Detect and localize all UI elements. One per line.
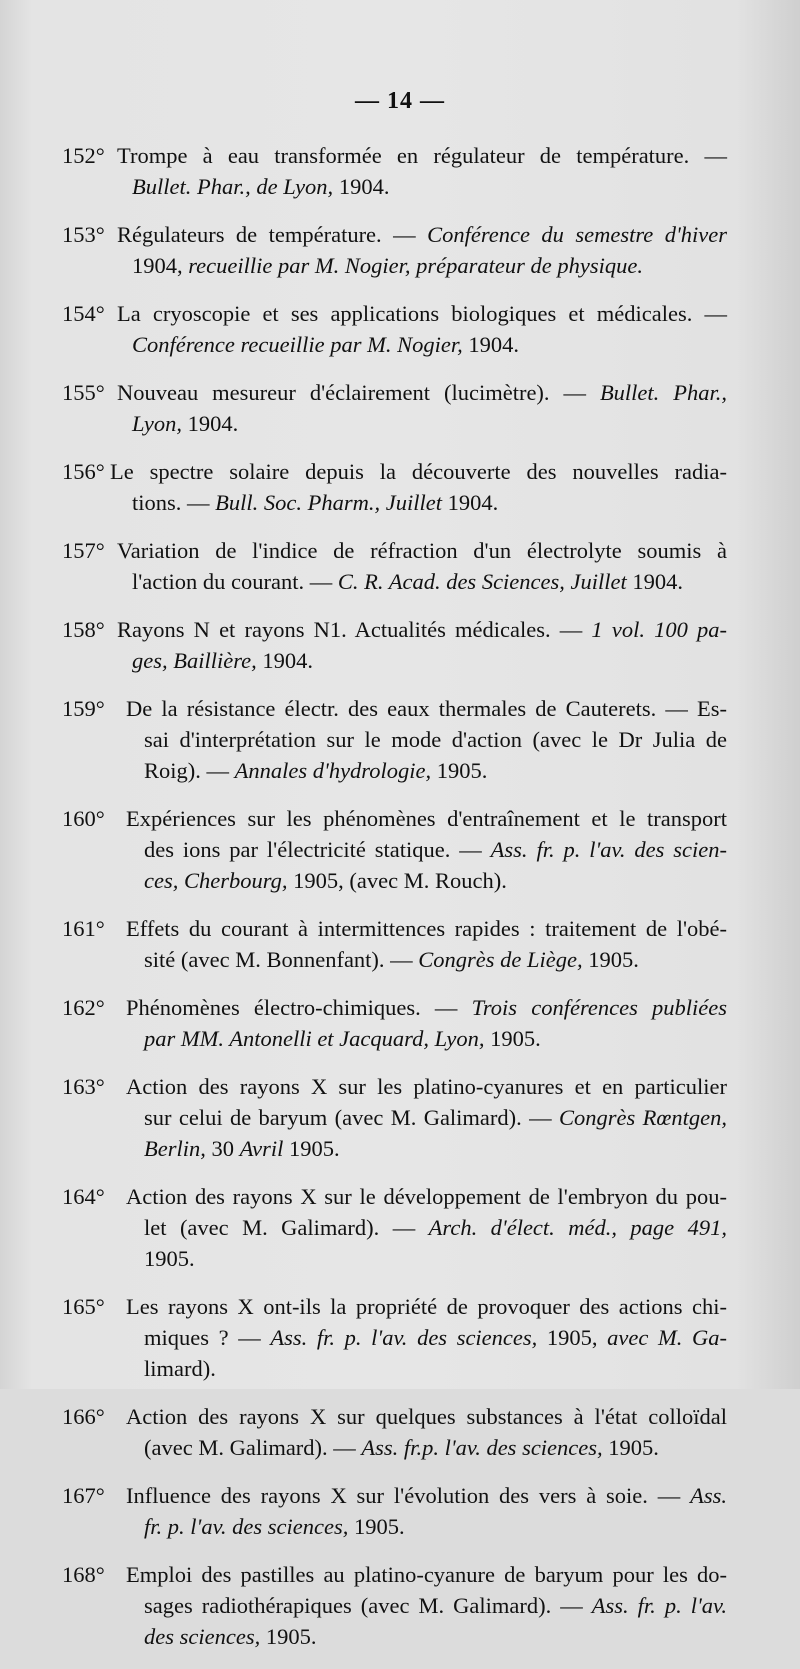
entry-text: Action des rayons X sur le développement de l'embryon du pou-: [126, 1184, 727, 1209]
citation-text: Avril: [239, 1136, 284, 1161]
entry-line: [144, 1432, 727, 1463]
citation-text: recueillie par M. Nogier, préparateur de physique.: [188, 253, 643, 278]
entry-line: [126, 1291, 727, 1322]
entry-number: 163°: [62, 1074, 105, 1099]
entry-text: sages radiothérapiques (avec M. Galimard). —: [144, 1593, 592, 1618]
entry-number: 155°: [62, 380, 105, 405]
entry-number: 162°: [62, 995, 105, 1020]
entry-text: miques ? —: [144, 1325, 271, 1350]
entry-text: 1905.: [602, 1435, 659, 1460]
entry-line: [126, 1181, 727, 1212]
citation-text: Arch. d'élect. méd., page 491,: [428, 1215, 727, 1240]
citation-text: des sciences,: [144, 1624, 261, 1649]
entry-line: [132, 329, 727, 360]
entry-line: [144, 834, 727, 865]
entry-line: [117, 535, 727, 566]
entry-line: [144, 1212, 727, 1243]
bibliography-entry: [0, 992, 800, 1054]
entry-text: 1905, (avec M. Rouch).: [287, 868, 507, 893]
citation-text: Trois conférences publiées: [471, 995, 727, 1020]
citation-text: Ass. fr. p. l'av.: [591, 1593, 727, 1618]
entry-text: sité (avec M. Bonnenfant). —: [144, 947, 419, 972]
entry-text: Trompe à eau transformée en régulateur de température. —: [117, 143, 727, 168]
entry-text: 1904,: [132, 253, 189, 278]
citation-text: Ass. fr. p. l'av. des sciences,: [270, 1325, 538, 1350]
entry-number: 161°: [62, 916, 105, 941]
entry-text: 1905,: [537, 1325, 608, 1350]
entry-number: 157°: [62, 538, 105, 563]
citation-text: ces, Cherbourg,: [144, 868, 288, 893]
citation-text: Congrès de Liège,: [418, 947, 583, 972]
entry-text: De la résistance électr. des eaux thermales de Cauterets. — Es-: [126, 696, 727, 721]
entry-text: Phénomènes électro-chimiques. —: [126, 995, 472, 1020]
entry-line: [132, 250, 727, 281]
entry-text: 1904.: [333, 174, 390, 199]
entry-line: [144, 1023, 727, 1054]
entry-number: 165°: [62, 1294, 105, 1319]
entry-text: Les rayons X ont-ils la propriété de provoquer des actions chi-: [126, 1294, 727, 1319]
entry-line: [144, 755, 727, 786]
entry-line: [144, 724, 727, 755]
entry-number: 160°: [62, 806, 105, 831]
entry-number: 167°: [62, 1483, 105, 1508]
bibliography-entry: [0, 693, 800, 786]
entry-line: [144, 1102, 727, 1133]
entry-text: Influence des rayons X sur l'évolution des vers à soie. —: [126, 1483, 691, 1508]
citation-text: avec M. Ga-: [607, 1325, 728, 1350]
entry-text: Action des rayons X sur quelques substances à l'état colloïdal: [126, 1404, 727, 1429]
entry-text: Variation de l'indice de réfraction d'un électrolyte soumis à: [117, 538, 727, 563]
entry-line: [144, 1621, 727, 1652]
entry-text: sur celui de baryum (avec M. Galimard). —: [144, 1105, 559, 1130]
entry-line: [110, 456, 727, 487]
citation-text: Ass. fr.p. l'av. des sciences,: [361, 1435, 603, 1460]
bibliography-entry: [0, 1559, 800, 1652]
bibliography-entry: [0, 913, 800, 975]
entry-line: [117, 219, 727, 250]
entry-text: Rayons N et rayons N1. Actualités médicales. —: [117, 617, 592, 642]
citation-text: Bullet. Phar., de Lyon,: [132, 174, 334, 199]
bibliography-entry: [0, 1291, 800, 1384]
bibliography-entry: [0, 219, 800, 281]
citation-text: Conférence du semestre d'hiver: [427, 222, 727, 247]
entry-line: [117, 298, 727, 329]
entry-line: [126, 913, 727, 944]
entry-text: limard).: [144, 1356, 216, 1381]
entry-text: 1904.: [626, 569, 683, 594]
entry-line: [117, 377, 727, 408]
citation-text: Ass. fr. p. l'av. des scien-: [490, 837, 727, 862]
entry-number: 158°: [62, 617, 105, 642]
entry-text: Effets du courant à intermittences rapides : traitement de l'obé-: [126, 916, 727, 941]
entry-line: [144, 1133, 727, 1164]
entry-number: 154°: [62, 301, 105, 326]
citation-text: Conférence recueillie par M. Nogier,: [132, 332, 463, 357]
bibliography-list: [0, 140, 800, 1669]
entry-line: [144, 1353, 727, 1384]
citation-text: C. R. Acad. des Sciences, Juillet: [337, 569, 627, 594]
bibliography-entry: [0, 1401, 800, 1463]
entry-text: let (avec M. Galimard). —: [144, 1215, 429, 1240]
entry-text: 1905.: [431, 758, 488, 783]
entry-line: [132, 171, 727, 202]
entry-text: 1905.: [348, 1514, 405, 1539]
entry-text: 1904.: [181, 411, 239, 436]
entry-text: Action des rayons X sur les platino-cyanures et en particulier: [126, 1074, 727, 1099]
entry-number: 153°: [62, 222, 105, 247]
entry-line: [144, 1511, 727, 1542]
bibliography-entry: [0, 298, 800, 360]
bibliography-entry: [0, 1480, 800, 1542]
entry-line: [126, 992, 727, 1023]
entry-number: 164°: [62, 1184, 105, 1209]
citation-text: fr. p. l'av. des sciences,: [144, 1514, 349, 1539]
bibliography-entry: [0, 1181, 800, 1274]
entry-text: des ions par l'électricité statique. —: [144, 837, 491, 862]
entry-text: l'action du courant. —: [132, 569, 338, 594]
entry-line: [126, 1071, 727, 1102]
entry-text: Le spectre solaire depuis la découverte des nouvelles radia-: [110, 459, 727, 484]
entry-text: Roig). —: [144, 758, 235, 783]
entry-line: [126, 1401, 727, 1432]
citation-text: Annales d'hydrologie,: [234, 758, 432, 783]
entry-number: 156°: [62, 459, 105, 484]
entry-text: Nouveau mesureur d'éclairement (lucimètre). —: [117, 380, 600, 405]
entry-text: (avec M. Galimard). —: [144, 1435, 362, 1460]
bibliography-entry: [0, 140, 800, 202]
bibliography-entry: [0, 377, 800, 439]
bibliography-entry: [0, 803, 800, 896]
page-number: — 14 —: [355, 88, 445, 114]
citation-text: Ass.: [690, 1483, 727, 1508]
entry-text: Expériences sur les phénomènes d'entraînement et le transport: [126, 806, 727, 831]
bibliography-entry: [0, 1071, 800, 1164]
entry-line: [144, 944, 727, 975]
citation-text: Berlin,: [144, 1136, 206, 1161]
entry-number: 152°: [62, 143, 105, 168]
entry-text: sai d'interprétation sur le mode d'action (avec le Dr Julia de: [144, 727, 727, 752]
entry-text: La cryoscopie et ses applications biologiques et médicales. —: [117, 301, 727, 326]
entry-line: [144, 1590, 727, 1621]
entry-text: 1905.: [484, 1026, 541, 1051]
entry-text: 1905.: [144, 1246, 195, 1271]
entry-line: [132, 645, 727, 676]
entry-line: [117, 614, 727, 645]
entry-text: 1905.: [260, 1624, 317, 1649]
bibliography-entry: [0, 614, 800, 676]
entry-text: 1905.: [582, 947, 639, 972]
entry-text: 1904.: [462, 332, 520, 357]
entry-text: 1905.: [283, 1136, 340, 1161]
citation-text: Lyon,: [132, 411, 182, 436]
entry-text: 1904.: [256, 648, 314, 673]
entry-text: 30: [205, 1136, 240, 1161]
entry-number: 159°: [62, 696, 105, 721]
entry-line: [132, 408, 727, 439]
citation-text: par MM. Antonelli et Jacquard, Lyon,: [144, 1026, 485, 1051]
entry-line: [126, 693, 727, 724]
entry-number: 168°: [62, 1562, 105, 1587]
citation-text: ges, Baillière,: [132, 648, 257, 673]
entry-text: Emploi des pastilles au platino-cyanure de baryum pour les do-: [126, 1562, 727, 1587]
entry-line: [144, 1243, 727, 1274]
entry-text: tions. —: [132, 490, 216, 515]
citation-text: Congrès Rœntgen,: [559, 1105, 727, 1130]
entry-line: [144, 1322, 727, 1353]
citation-text: Bull. Soc. Pharm., Juillet: [215, 490, 442, 515]
citation-text: Bullet. Phar.,: [599, 380, 727, 405]
entry-line: [126, 803, 727, 834]
entry-line: [144, 865, 727, 896]
entry-line: [126, 1559, 727, 1590]
entry-number: 166°: [62, 1404, 105, 1429]
entry-line: [117, 140, 727, 171]
entry-line: [126, 1480, 727, 1511]
citation-text: 1 vol. 100 pa-: [591, 617, 728, 642]
bibliography-entry: [0, 535, 800, 597]
bibliography-entry: [0, 456, 800, 518]
entry-text: Régulateurs de température. —: [117, 222, 428, 247]
entry-line: [132, 487, 727, 518]
entry-text: 1904.: [441, 490, 499, 515]
entry-line: [132, 566, 727, 597]
